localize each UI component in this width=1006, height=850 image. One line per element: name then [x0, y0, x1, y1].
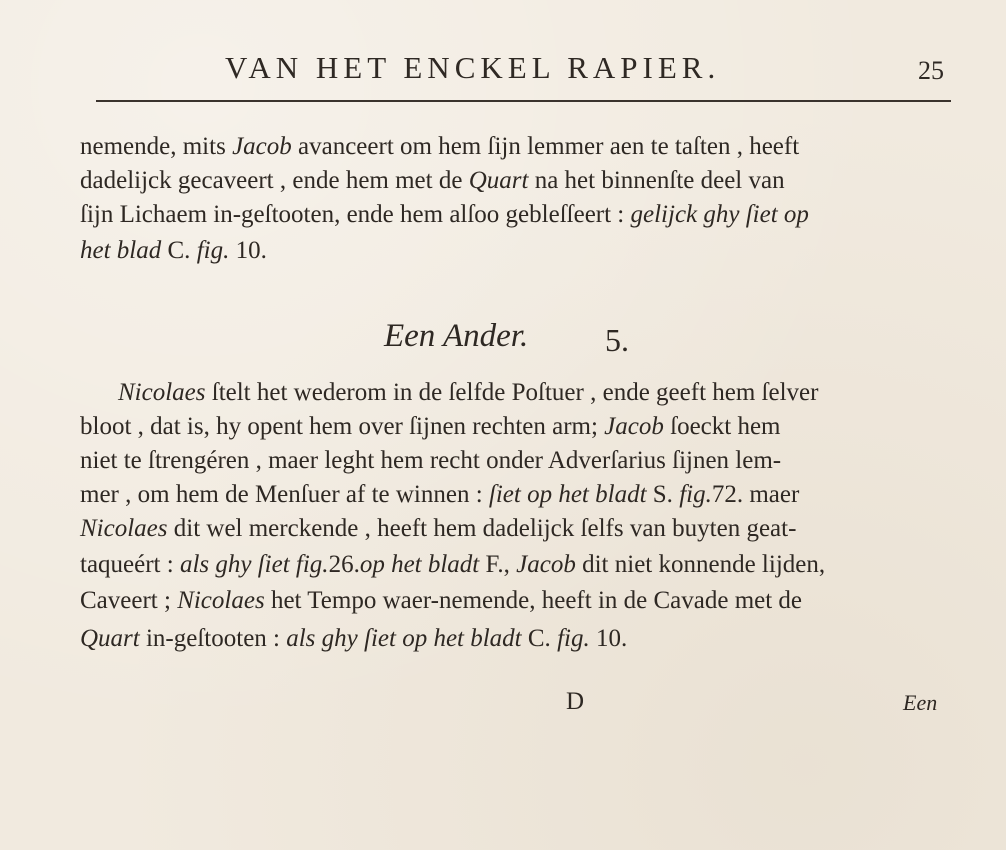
- text-run: C.: [161, 237, 197, 264]
- text-run: nemende, mits: [80, 133, 233, 160]
- text-line: [80, 624, 627, 654]
- text-line: [80, 586, 802, 616]
- text-run: Caveert ;: [80, 587, 178, 614]
- text-line: [80, 200, 809, 230]
- text-run: dit wel merckende , heeft hem dadelijck ſelfs van buyten geat-: [167, 515, 797, 542]
- text-run: taqueért :: [80, 551, 180, 578]
- text-run: F.,: [479, 551, 517, 578]
- text-run: avanceert om hem ſijn lemmer aen te taſten , heeft: [291, 133, 800, 160]
- text-line: [80, 514, 796, 544]
- italic-run: het blad: [80, 237, 162, 264]
- italic-run: Nicolaes: [177, 587, 265, 614]
- text-run: S.: [646, 481, 680, 508]
- italic-run: Nicolaes: [80, 515, 168, 542]
- italic-run: Jacob: [516, 551, 576, 578]
- header-rule: [96, 100, 951, 102]
- italic-run: Quart: [468, 167, 529, 194]
- italic-run: fig.: [679, 481, 712, 508]
- text-run: mer , om hem de Menſuer af te winnen :: [80, 481, 489, 508]
- italic-run: Nicolaes: [118, 379, 206, 406]
- text-run: bloot , dat is, hy opent hem over ſijnen rechten arm;: [80, 413, 605, 440]
- italic-run: Jacob: [604, 413, 664, 440]
- text-run: het Tempo waer-nemende, heeft in de Cavade met de: [264, 587, 803, 614]
- italic-run: fig.: [557, 625, 590, 652]
- page-number: 25: [918, 56, 944, 85]
- catchword: Een: [903, 690, 938, 715]
- text-run: 10.: [589, 625, 628, 652]
- text-run: niet te ſtrengéren , maer leght hem recht onder Adverſarius ſijnen lem-: [80, 447, 782, 474]
- text-run: in-geſtooten :: [139, 625, 287, 652]
- text-run: dit niet konnende lijden,: [575, 551, 826, 578]
- running-head: VAN HET ENCKEL RAPIER.: [225, 50, 721, 85]
- text-line: [118, 378, 818, 408]
- text-line: [80, 166, 785, 196]
- text-line: [80, 132, 799, 162]
- text-line: [80, 446, 781, 476]
- signature-mark: D: [566, 688, 585, 715]
- text-line: [80, 412, 781, 442]
- italic-run: fig.: [196, 237, 230, 264]
- text-run: dadelijck gecaveert , ende hem met de: [80, 167, 469, 194]
- text-run: na het binnenſte deel van: [528, 167, 785, 194]
- italic-run: als ghy ſiet fig.: [179, 551, 329, 578]
- text-run: C.: [521, 625, 558, 652]
- text-run: 10.: [229, 237, 267, 264]
- text-line: [80, 480, 799, 510]
- text-run: ſoeckt hem: [663, 413, 781, 440]
- italic-run: gelijck ghy ſiet op: [630, 201, 809, 228]
- italic-run: op het bladt: [359, 551, 480, 578]
- section-title: Een Ander.: [384, 318, 529, 354]
- italic-run: Jacob: [232, 133, 292, 160]
- italic-run: Quart: [80, 625, 140, 652]
- text-run: 26.: [328, 551, 360, 578]
- text-line: [80, 550, 825, 580]
- italic-run: ſiet op het bladt: [488, 481, 647, 508]
- text-run: 72. maer: [711, 481, 800, 508]
- italic-run: als ghy ſiet op het bladt: [286, 625, 522, 652]
- text-line: [80, 236, 267, 266]
- section-number: 5.: [605, 322, 629, 358]
- text-run: ſtelt het wederom in de ſelfde Poſtuer , ende geeft hem ſelver: [205, 379, 819, 406]
- text-run: ſijn Lichaem in-geſtooten, ende hem alſoo gebleſſeert :: [80, 201, 631, 228]
